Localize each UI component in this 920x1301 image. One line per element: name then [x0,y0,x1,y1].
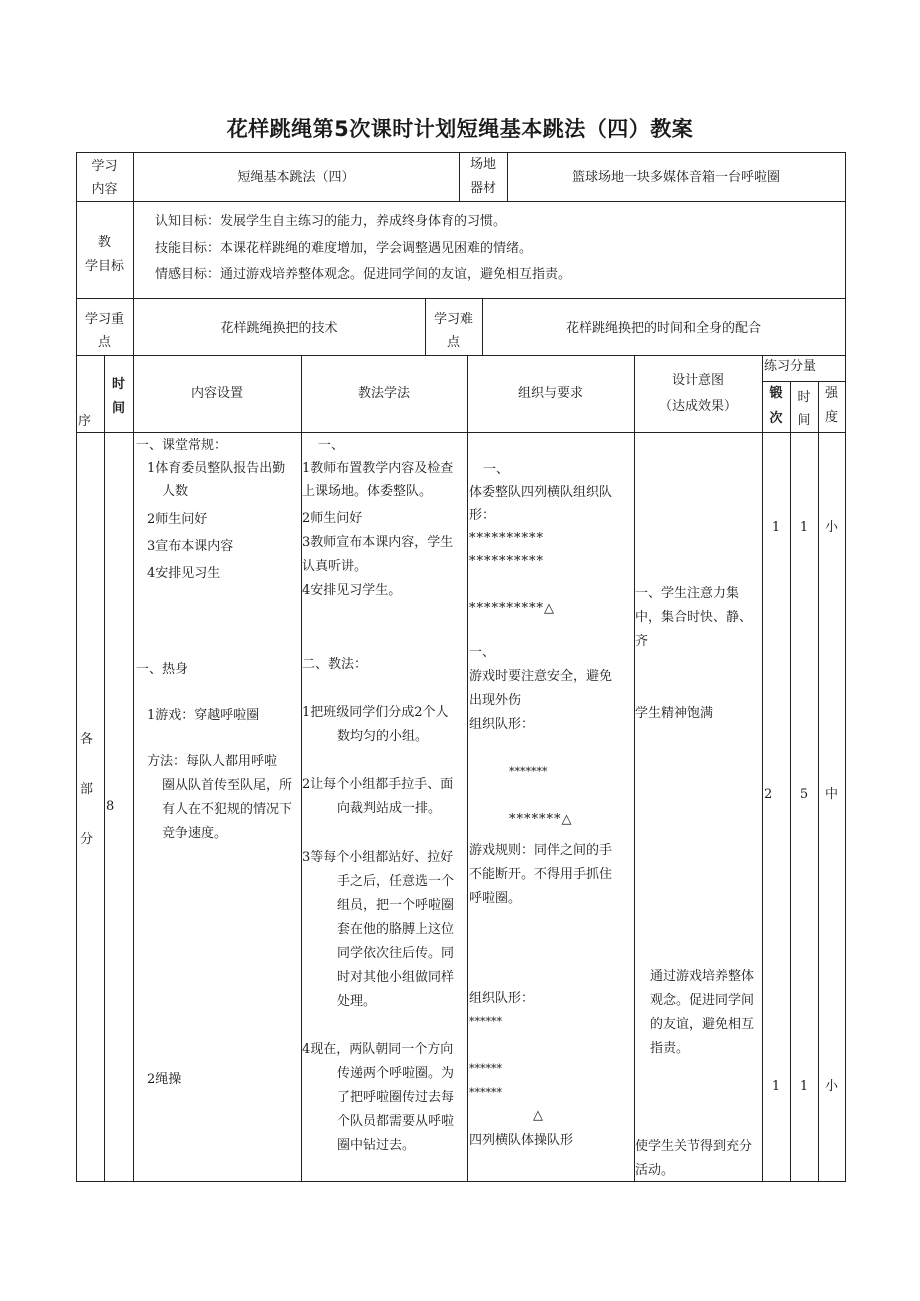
method-item: 组员，把一个呼啦圈 [337,898,455,913]
design-item: 通过游戏培养整体 [650,969,755,984]
content-method: 有人在不犯规的情况下 [162,802,293,817]
duration-value: 5 [799,787,809,802]
col-duration-2: 间 [797,413,811,428]
section-label-3: 分 [80,832,94,847]
section-label-2: 部 [80,782,94,797]
goal-emotion: 情感目标：通过游戏培养整体观念。促进同学间的友谊，避免相互指责。 [155,267,572,282]
org-item: 不能断开。不得用手抓住 [469,867,613,882]
method-item: 2让每个小组都手拉手、面 [302,777,454,792]
intensity-value: 小 [824,1079,838,1094]
col-reps-2: 次 [769,411,783,426]
content-item: 3宣布本课内容 [147,539,234,554]
key-value: 花样跳绳换把的技术 [220,321,338,336]
content-item: 2师生问好 [147,512,208,527]
formation-row: ********** [469,554,544,569]
col-reps: 锻 [769,386,783,401]
col-practice: 练习分量 [764,359,817,374]
formation-row: ****** [469,1015,502,1028]
col-intensity-2: 度 [824,410,838,425]
method-item: 套在他的胳膊上这位 [337,922,455,937]
formation-row: ******* [509,765,548,778]
design-item: 活动。 [635,1163,675,1178]
method-item: 二、教法： [302,657,368,672]
method-item: 2师生问好 [302,511,363,526]
formation-row: *******△ [509,812,573,827]
col-time-2: 间 [111,401,125,416]
method-item: 一、 [318,438,345,453]
col-design-2: （达成效果） [658,399,737,414]
content-method: 方法：每队人都用呼啦 [147,754,278,769]
design-item: 齐 [635,634,649,649]
design-item: 学生精神饱满 [635,706,714,721]
design-item: 一、学生注意力集 [635,586,740,601]
org-item: 形： [469,508,496,523]
content-label-2: 内容 [91,182,118,197]
org-item: 呼啦圈。 [469,891,522,906]
formation-row: ****** [469,1086,502,1099]
method-item: 1教师布置教学内容及检查 [302,461,454,476]
duration-value: 1 [799,1079,809,1094]
col-seq: 序 [78,414,92,429]
method-item: 3等每个小组都站好、拉好 [302,850,454,865]
method-item: 个队员都需要从呼啦 [337,1114,455,1129]
difficulty-label-2: 点 [446,335,460,350]
content-item: 4安排见习生 [147,566,221,581]
design-item: 的友谊，避免相互 [650,1017,755,1032]
org-item: 组织队形： [469,991,535,1006]
method-item: 了把呼啦圈传过去每 [337,1090,455,1105]
method-item: 同学依次往后传。同 [337,946,455,961]
venue-label: 场地 [469,157,496,172]
col-intensity: 强 [824,386,838,401]
col-time: 时 [111,377,125,392]
method-item: 时对其他小组做同样 [337,970,455,985]
method-item: 数均匀的小组。 [337,729,429,744]
method-item: 上课场地。体委整队。 [302,484,433,499]
design-item: 观念。促进同学间 [650,993,755,1008]
org-item: 组织队形： [469,717,535,732]
difficulty-value: 花样跳绳换把的时间和全身的配合 [565,321,761,336]
method-item: 认真听讲。 [302,559,368,574]
method-item: 4安排见习学生。 [302,583,402,598]
page-title: 花样跳绳第5次课时计划短绳基本跳法（四）教案 [226,117,694,141]
org-item: 游戏时要注意安全，避免 [469,669,613,684]
content-method: 竞争速度。 [162,826,228,841]
venue-label-2: 器材 [469,181,496,196]
formation-row: ********** [469,531,544,546]
time-value: 8 [106,799,115,814]
content-label: 学习 [91,159,118,174]
method-item: 向裁判站成一排。 [337,801,442,816]
col-org: 组织与要求 [517,386,583,401]
org-item: 一、 [483,462,510,477]
col-content: 内容设置 [190,386,243,401]
col-design: 设计意图 [671,373,724,388]
method-item: 1把班级同学们分成2个人 [302,705,449,720]
content-item: 1体育委员整队报告出勤 [147,461,286,476]
org-item: 一、 [469,645,496,660]
method-item: 手之后，任意选一个 [337,874,455,889]
content-warmup: 一、热身 [136,662,189,677]
method-item: 3教师宣布本课内容，学生 [302,535,454,550]
org-item: 体委整队四列横队组织队 [469,485,613,500]
content-item: 2绳操 [147,1072,182,1087]
col-method: 教法学法 [357,386,410,401]
goal-skill: 技能目标：本课花样跳绳的难度增加，学会调整遇见困难的情绪。 [155,241,533,256]
col-duration: 时 [797,390,811,405]
formation-row: **********△ [469,601,555,616]
formation-row: ****** [469,1062,502,1075]
reps-value: 2 [764,787,773,802]
section-label: 各 [80,732,94,747]
method-item: 圈中钻过去。 [337,1138,416,1153]
goals-label: 教 [97,235,111,250]
content-routine: 一、课堂常规： [136,438,228,453]
key-label: 学习重 [84,312,124,327]
reps-value: 1 [771,1079,781,1094]
difficulty-label: 学习难 [433,312,473,327]
venue-value: 篮球场地一块多媒体音箱一台呼啦圈 [571,170,780,185]
method-item: 传递两个呼啦圈。为 [337,1066,455,1081]
org-item: 四列横队体操队形 [469,1133,574,1148]
reps-value: 1 [771,520,781,535]
design-item: 指责。 [650,1041,690,1056]
key-label-2: 点 [97,335,111,350]
design-item: 中，集合时快、静、 [635,610,753,625]
content-value: 短绳基本跳法（四） [237,170,355,185]
goal-cognitive: 认知目标：发展学生自主练习的能力，养成终身体育的习惯。 [155,214,507,229]
org-item: 游戏规则：同伴之间的手 [469,843,613,858]
goals-label-2: 学目标 [84,259,124,274]
method-item: 4现在，两队朝同一个方向 [302,1042,454,1057]
content-item: 1游戏：穿越呼啦圈 [147,708,260,723]
org-item: 出现外伤 [469,693,522,708]
method-item: 处理。 [337,994,377,1009]
intensity-value: 中 [824,787,838,802]
intensity-value: 小 [824,520,838,535]
duration-value: 1 [799,520,809,535]
content-item: 人数 [162,484,189,499]
design-item: 使学生关节得到充分 [635,1139,753,1154]
teacher-position-icon: △ [533,1108,543,1123]
content-method: 圈从队首传至队尾，所 [162,778,293,793]
